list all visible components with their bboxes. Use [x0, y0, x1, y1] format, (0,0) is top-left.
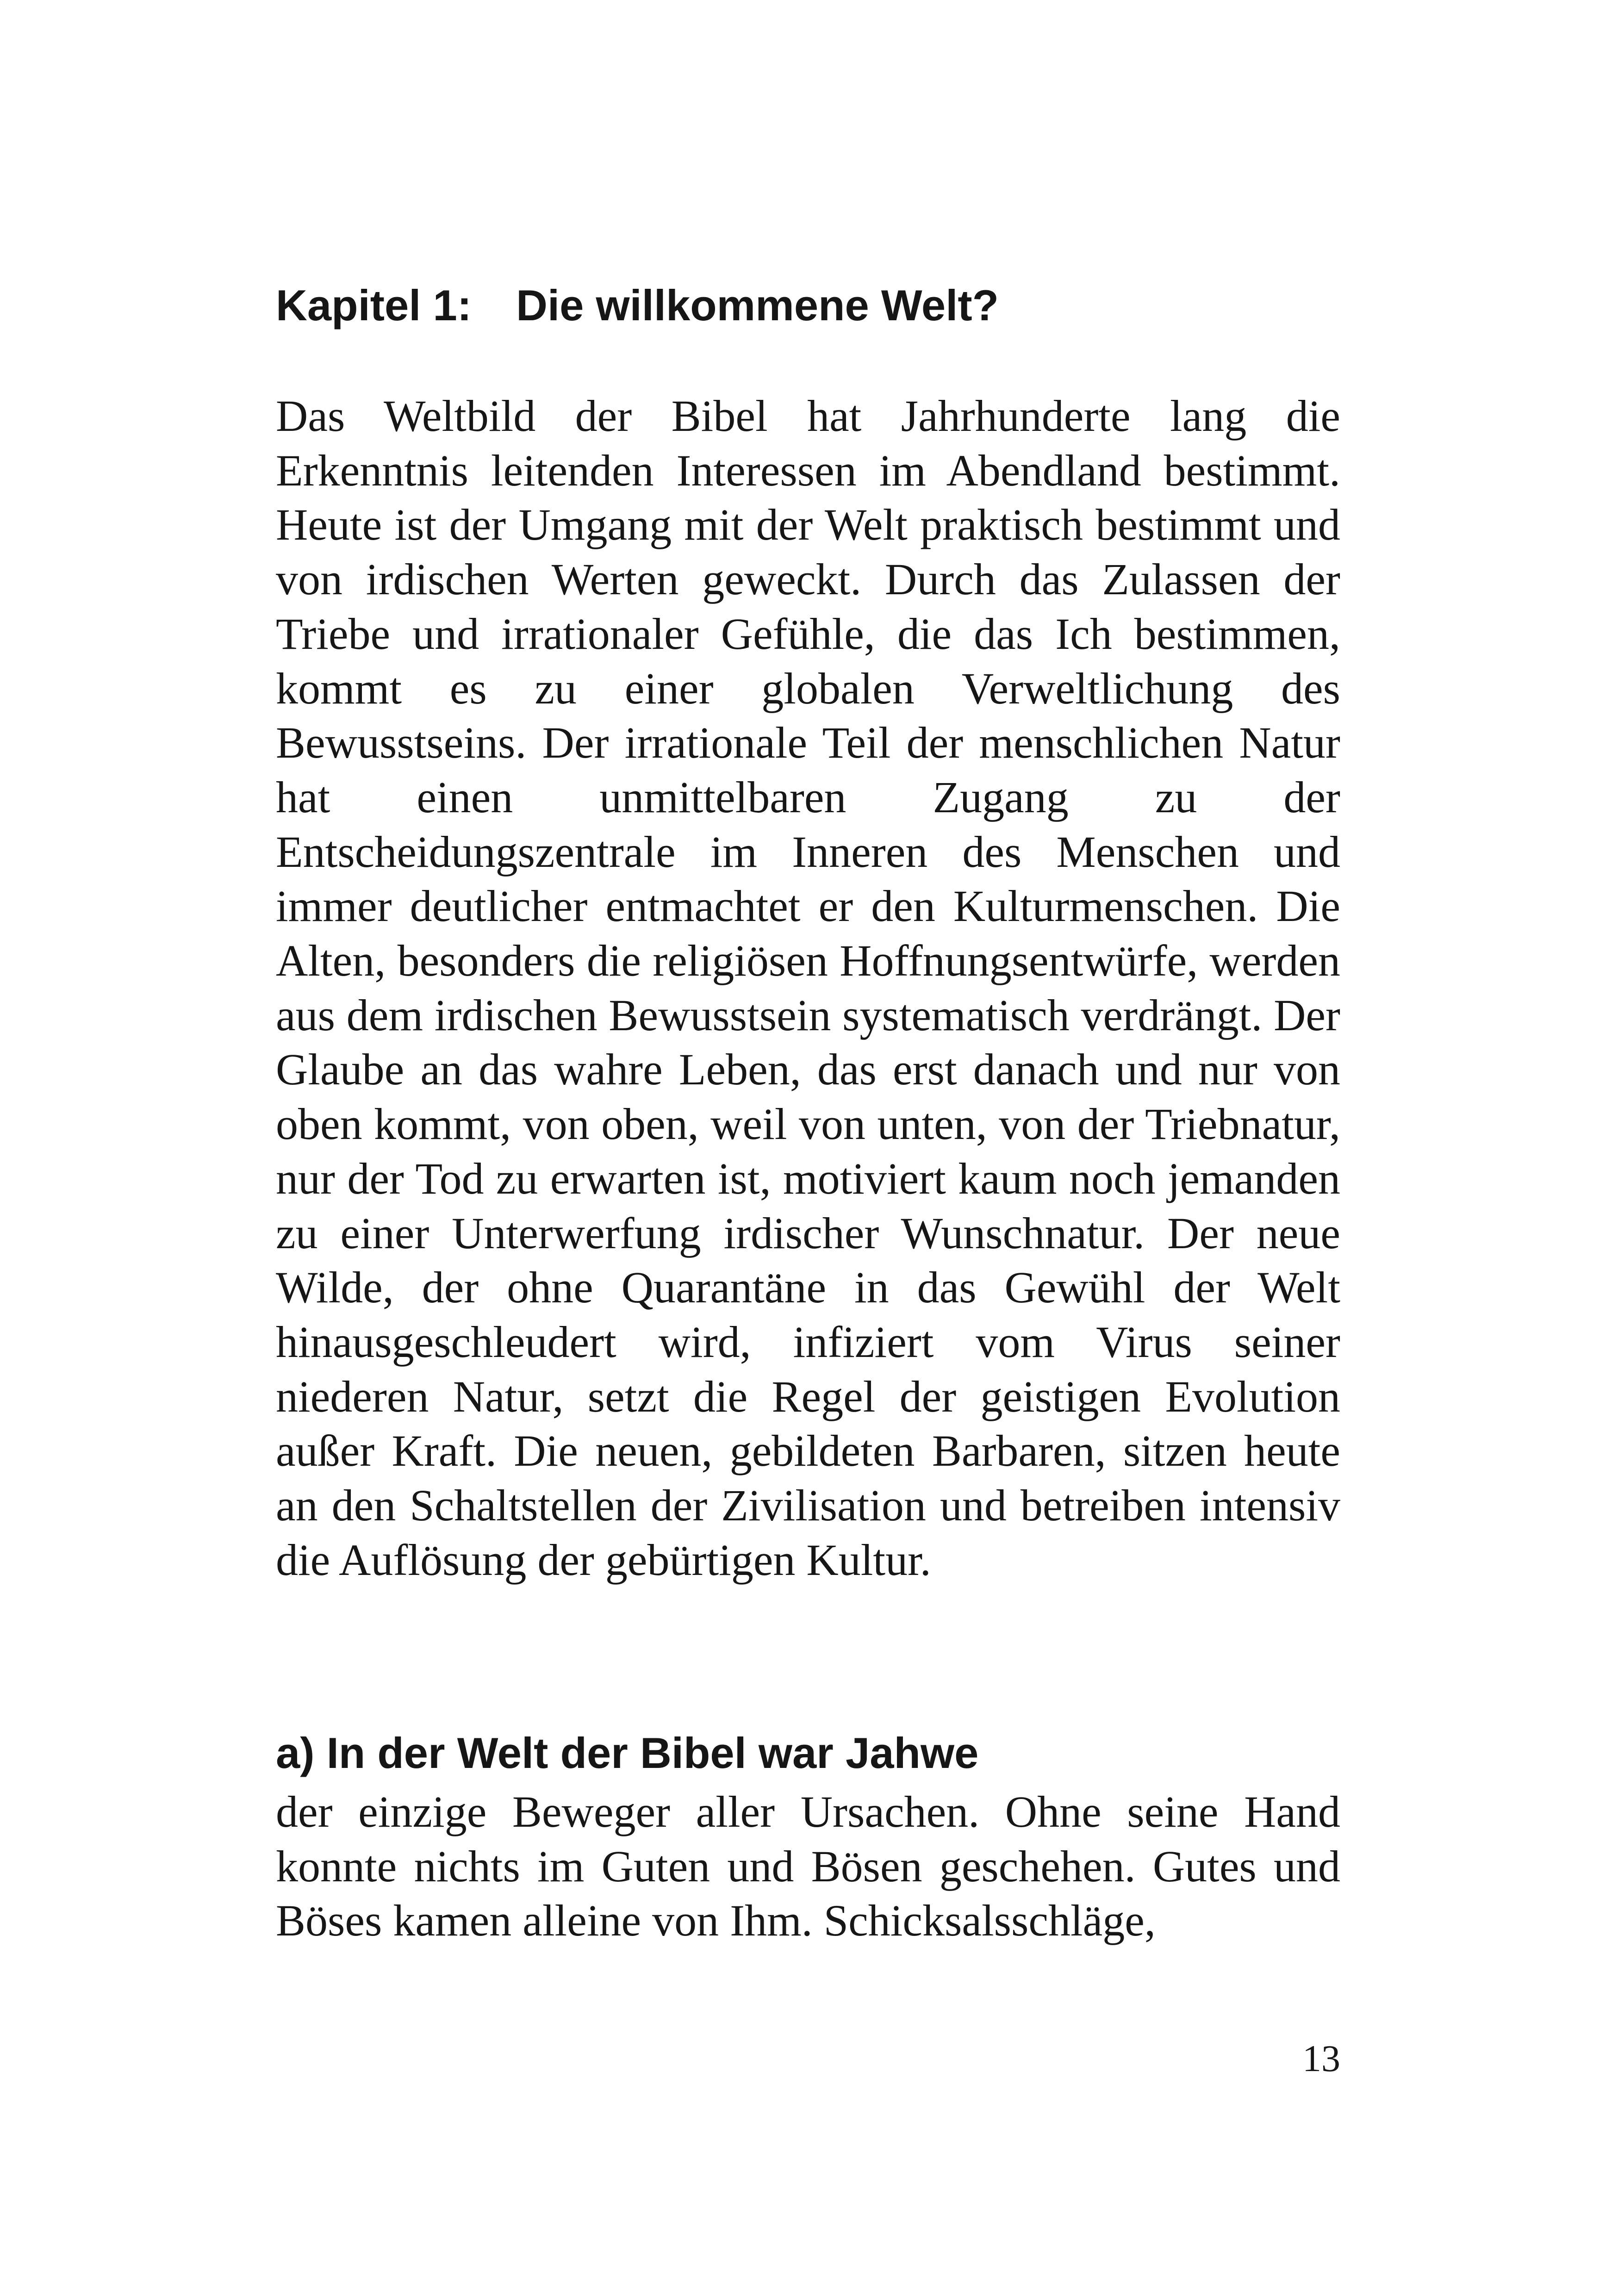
chapter-title	[276, 278, 999, 333]
book-page	[276, 0, 1340, 2296]
section-a-text: der einzige Beweger aller Ursachen. Ohne seine Hand konnte nichts im Guten und Bösen geschehen. Gutes und Böses kamen alleine von Ihm. Schicksalsschläge,	[276, 1787, 1340, 1946]
section-heading-a: a) In der Welt der Bibel war Jahwe	[276, 1729, 979, 1777]
page-number: 13	[1302, 2037, 1340, 2079]
chapter-name: Die willkommene Welt?	[516, 281, 999, 330]
chapter-label: Kapitel 1:	[276, 281, 472, 330]
paragraph-intro: Das Weltbild der Bibel hat Jahrhunderte lang die Erkenntnis leitenden Interessen im Abendland bestimmt. Heute ist der Umgang mit der Welt praktisch bestimmt und von irdischen Werten geweckt. Durch das Zulassen der Triebe und irrationaler Gefühle, die das Ich bestimmen, kommt es zu einer globalen Verweltlichung des Bewusstseins. Der irrationale Teil der menschlichen Natur hat einen unmittelbaren Zugang zu der Entscheidungszentrale im Inneren des Menschen und immer deutlicher entmachtet er den Kulturmenschen. Die Alten, besonders die religiösen Hoffnungsentwürfe, werden aus dem irdischen Bewusstsein systematisch verdrängt. Der Glaube an das wahre Leben, das erst danach und nur von oben kommt, von oben, weil von unten, von der Triebnatur, nur der Tod zu erwarten ist, motiviert kaum noch jemanden zu einer Unterwerfung irdischer Wunschnatur. Der neue Wilde, der ohne Quarantäne in das Gewühl der Welt hinausgeschleudert wird, infiziert vom Virus seiner niederen Natur, setzt die Regel der geistigen Evolution außer Kraft. Die neuen, gebildeten Barbaren, sitzen heute an den Schaltstellen der Zivilisation und betreiben intensiv die Auflösung der gebürtigen Kultur.	[276, 391, 1340, 1585]
